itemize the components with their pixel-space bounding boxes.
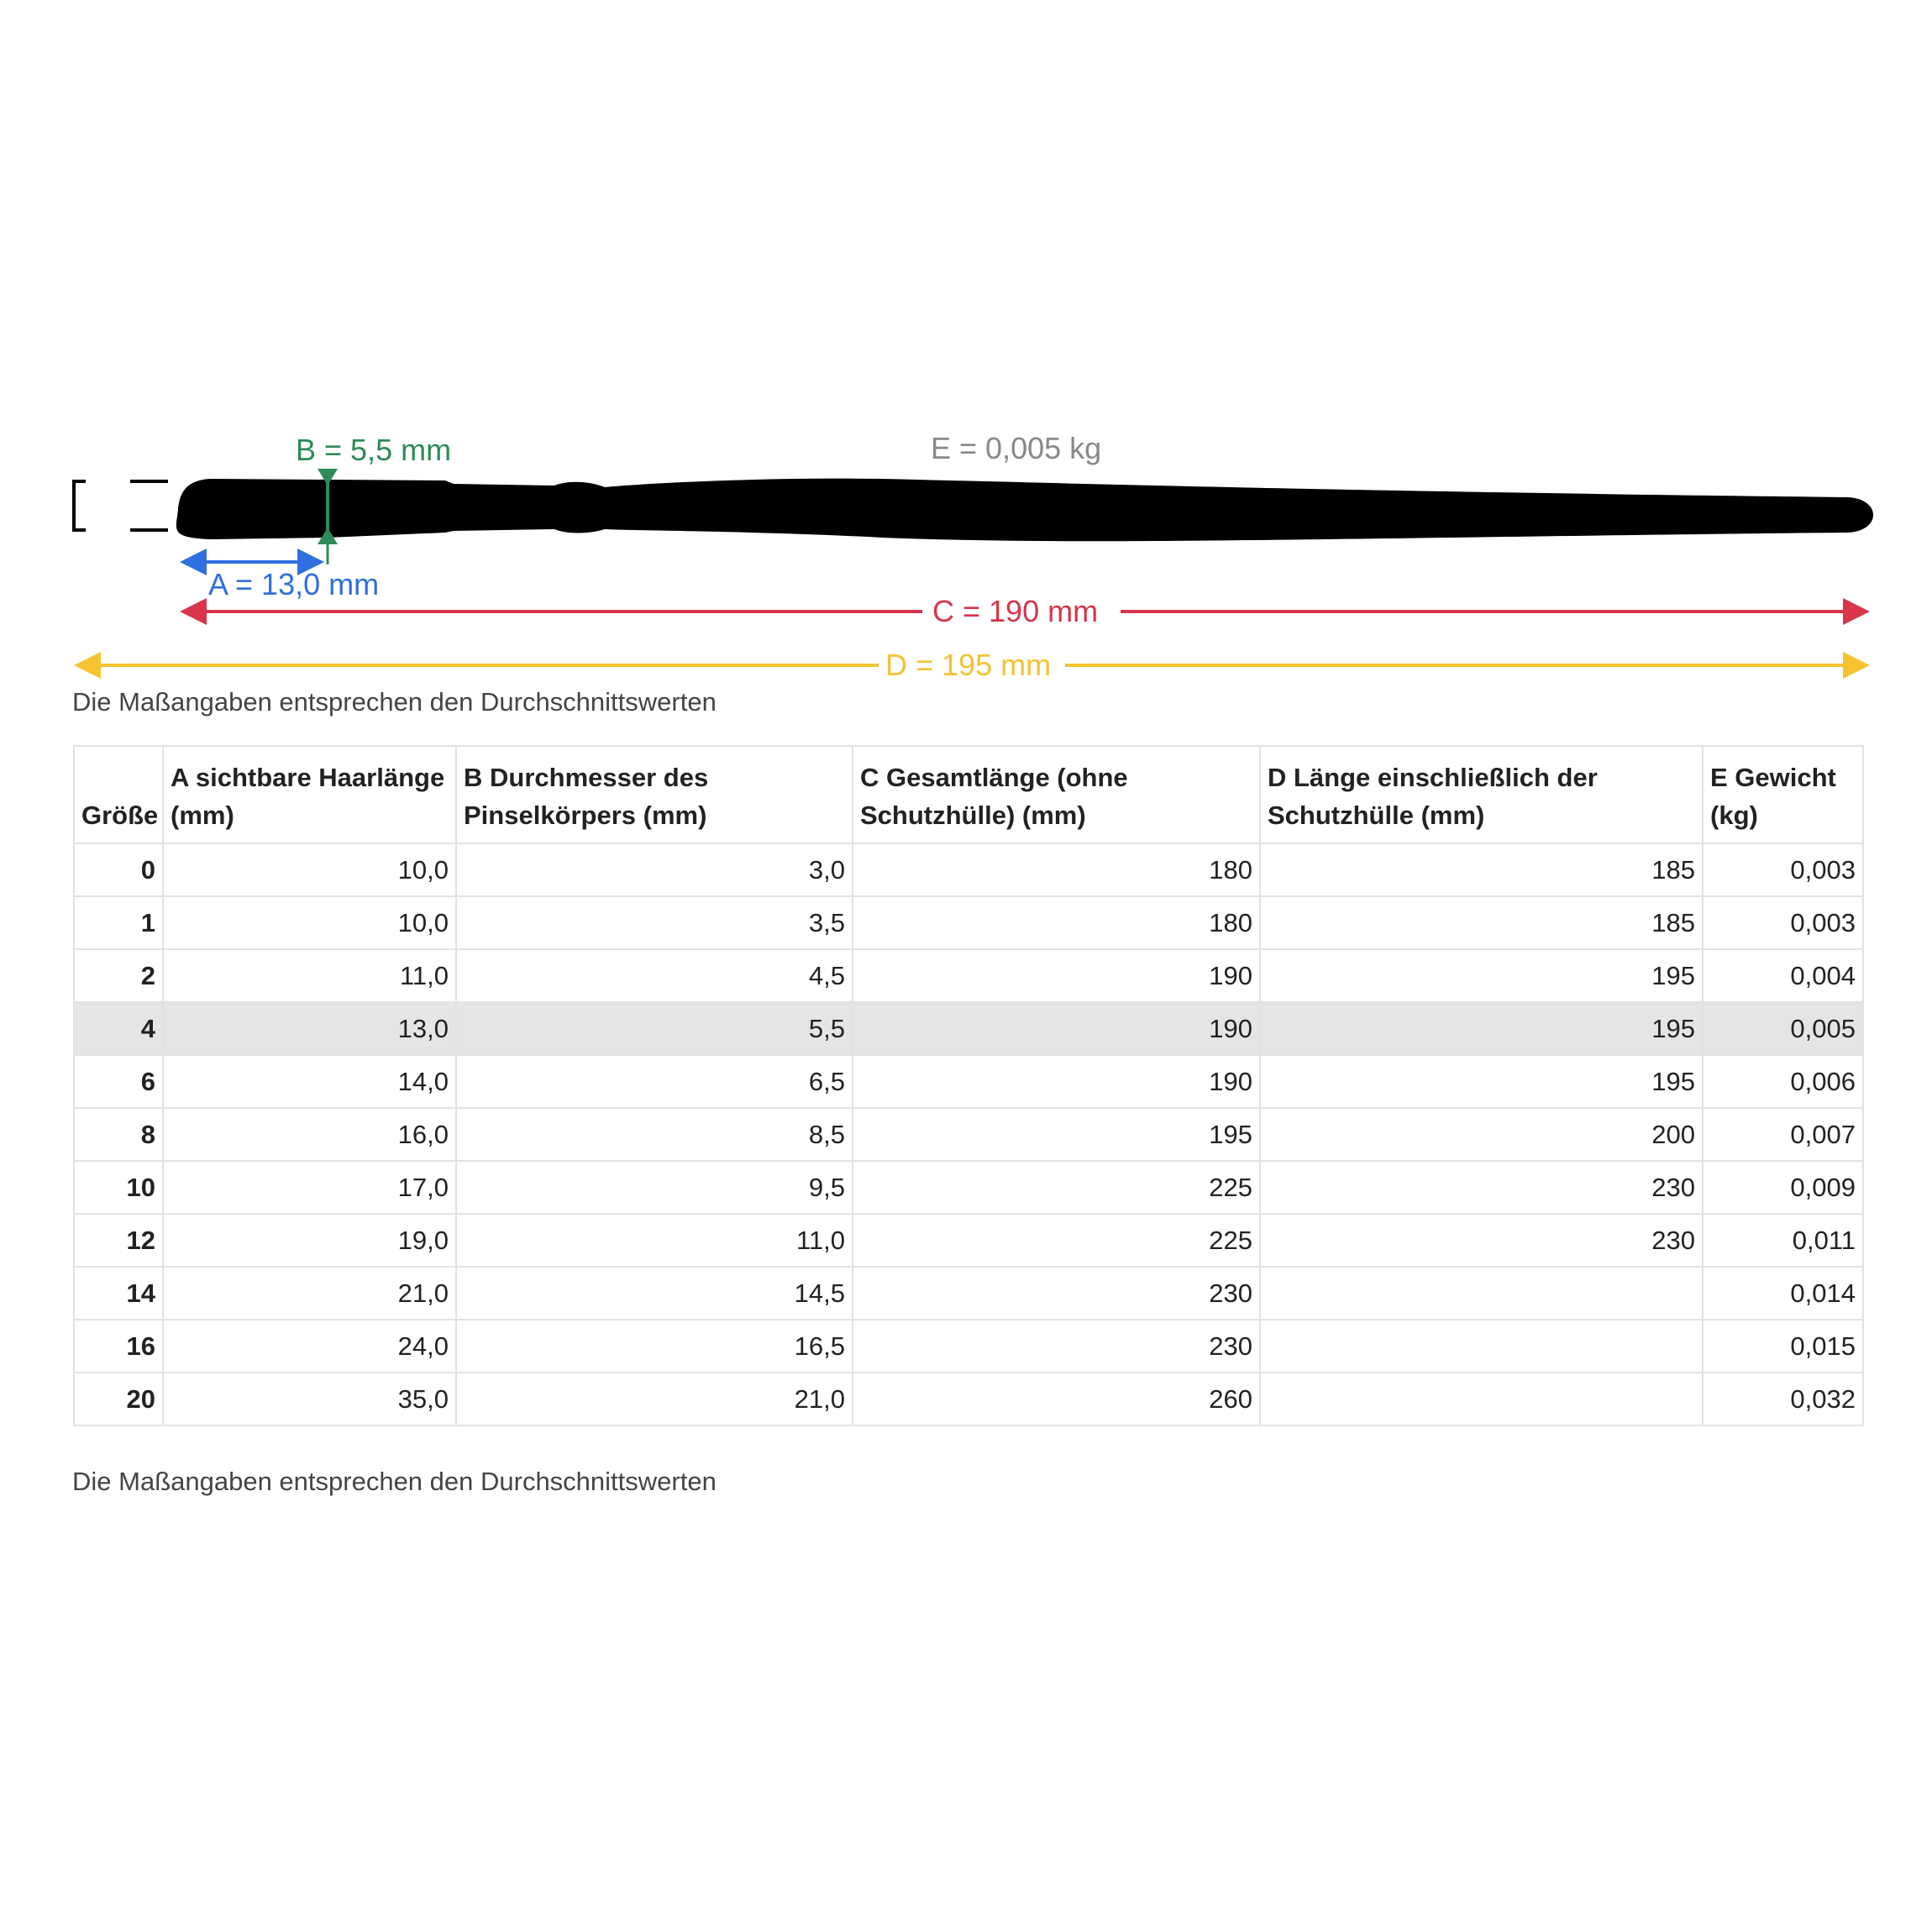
header-e: E Gewicht (kg) (1703, 746, 1863, 843)
header-d: D Länge einschließlich der Schutzhülle (mm) (1260, 746, 1703, 843)
cell-size: 12 (74, 1214, 163, 1267)
brush-silhouette (176, 479, 1873, 542)
cell-length-with-cap: 200 (1260, 1108, 1703, 1161)
table-row (74, 896, 1863, 949)
cell-weight: 0,015 (1703, 1320, 1863, 1373)
cell-length-with-cap: 195 (1260, 1055, 1703, 1108)
cell-diameter: 6,5 (456, 1055, 853, 1108)
dimension-a (186, 562, 379, 601)
cell-size: 2 (74, 949, 163, 1002)
brush-dimension-diagram (0, 0, 1932, 739)
cell-hair-length: 24,0 (163, 1320, 456, 1373)
table-row (74, 949, 1863, 1002)
cell-total-length: 230 (853, 1267, 1260, 1320)
cell-length-with-cap (1260, 1267, 1703, 1320)
cell-size: 6 (74, 1055, 163, 1108)
cell-length-with-cap (1260, 1373, 1703, 1425)
label-e: E = 0,005 kg (931, 431, 1102, 465)
cell-hair-length: 16,0 (163, 1108, 456, 1161)
table-row (74, 1320, 1863, 1373)
header-size: Größe (74, 746, 163, 843)
header-c: C Gesamtlänge (ohne Schutzhülle) (mm) (853, 746, 1260, 843)
cell-size: 10 (74, 1161, 163, 1214)
table-header-row (74, 746, 1863, 843)
cell-diameter: 11,0 (456, 1214, 853, 1267)
cell-total-length: 190 (853, 949, 1260, 1002)
cell-hair-length: 35,0 (163, 1373, 456, 1425)
cell-diameter: 3,0 (456, 843, 853, 896)
cell-weight: 0,014 (1703, 1267, 1863, 1320)
label-a: A = 13,0 mm (208, 567, 380, 601)
dimension-d (81, 648, 1863, 682)
cell-total-length: 230 (853, 1320, 1260, 1373)
table-row (74, 1055, 1863, 1108)
cell-length-with-cap: 195 (1260, 1002, 1703, 1055)
cell-weight: 0,003 (1703, 843, 1863, 896)
cell-total-length: 225 (853, 1214, 1260, 1267)
cell-diameter: 14,5 (456, 1267, 853, 1320)
cell-weight: 0,003 (1703, 896, 1863, 949)
cell-weight: 0,032 (1703, 1373, 1863, 1425)
cell-diameter: 5,5 (456, 1002, 853, 1055)
label-d: D = 195 mm (885, 648, 1052, 682)
table-body (74, 843, 1863, 1425)
cell-hair-length: 10,0 (163, 843, 456, 896)
cell-length-with-cap: 185 (1260, 843, 1703, 896)
cell-hair-length: 17,0 (163, 1161, 456, 1214)
average-values-note-top: Die Maßangaben entsprechen den Durchschnittswerten (72, 687, 717, 717)
cell-size: 14 (74, 1267, 163, 1320)
cell-size: 4 (74, 1002, 163, 1055)
cell-length-with-cap (1260, 1320, 1703, 1373)
cell-size: 1 (74, 896, 163, 949)
cell-total-length: 190 (853, 1055, 1260, 1108)
cell-weight: 0,005 (1703, 1002, 1863, 1055)
label-b: B = 5,5 mm (296, 433, 452, 467)
cell-length-with-cap: 230 (1260, 1161, 1703, 1214)
cell-hair-length: 10,0 (163, 896, 456, 949)
protective-cap-outline (74, 481, 168, 530)
cell-weight: 0,004 (1703, 949, 1863, 1002)
table-row (74, 1108, 1863, 1161)
cell-length-with-cap: 195 (1260, 949, 1703, 1002)
cell-total-length: 195 (853, 1108, 1260, 1161)
cell-diameter: 9,5 (456, 1161, 853, 1214)
cell-total-length: 180 (853, 896, 1260, 949)
table-row (74, 1214, 1863, 1267)
cell-diameter: 3,5 (456, 896, 853, 949)
cell-hair-length: 14,0 (163, 1055, 456, 1108)
cell-size: 20 (74, 1373, 163, 1425)
table-row (74, 843, 1863, 896)
cell-diameter: 8,5 (456, 1108, 853, 1161)
cell-weight: 0,011 (1703, 1214, 1863, 1267)
cell-total-length: 225 (853, 1161, 1260, 1214)
cell-total-length: 260 (853, 1373, 1260, 1425)
cell-diameter: 16,5 (456, 1320, 853, 1373)
cell-total-length: 180 (853, 843, 1260, 896)
cell-length-with-cap: 230 (1260, 1214, 1703, 1267)
cell-total-length: 190 (853, 1002, 1260, 1055)
table-row (74, 1161, 1863, 1214)
cell-size: 8 (74, 1108, 163, 1161)
cell-weight: 0,006 (1703, 1055, 1863, 1108)
header-a: A sichtbare Haarlänge (mm) (163, 746, 456, 843)
cell-weight: 0,009 (1703, 1161, 1863, 1214)
cell-hair-length: 21,0 (163, 1267, 456, 1320)
cell-diameter: 4,5 (456, 949, 853, 1002)
table-row (74, 1267, 1863, 1320)
cell-hair-length: 11,0 (163, 949, 456, 1002)
cell-hair-length: 19,0 (163, 1214, 456, 1267)
cell-size: 16 (74, 1320, 163, 1373)
dimension-c (186, 594, 1863, 628)
average-values-note-bottom: Die Maßangaben entsprechen den Durchschnittswerten (72, 1467, 717, 1496)
header-b: B Durchmesser des Pinselkörpers (mm) (456, 746, 853, 843)
label-c: C = 190 mm (932, 594, 1099, 628)
cell-length-with-cap: 185 (1260, 896, 1703, 949)
table-row (74, 1002, 1863, 1055)
table-row (74, 1373, 1863, 1425)
cell-weight: 0,007 (1703, 1108, 1863, 1161)
cell-diameter: 21,0 (456, 1373, 853, 1425)
size-table (73, 745, 1864, 1426)
cell-hair-length: 13,0 (163, 1002, 456, 1055)
cell-size: 0 (74, 843, 163, 896)
